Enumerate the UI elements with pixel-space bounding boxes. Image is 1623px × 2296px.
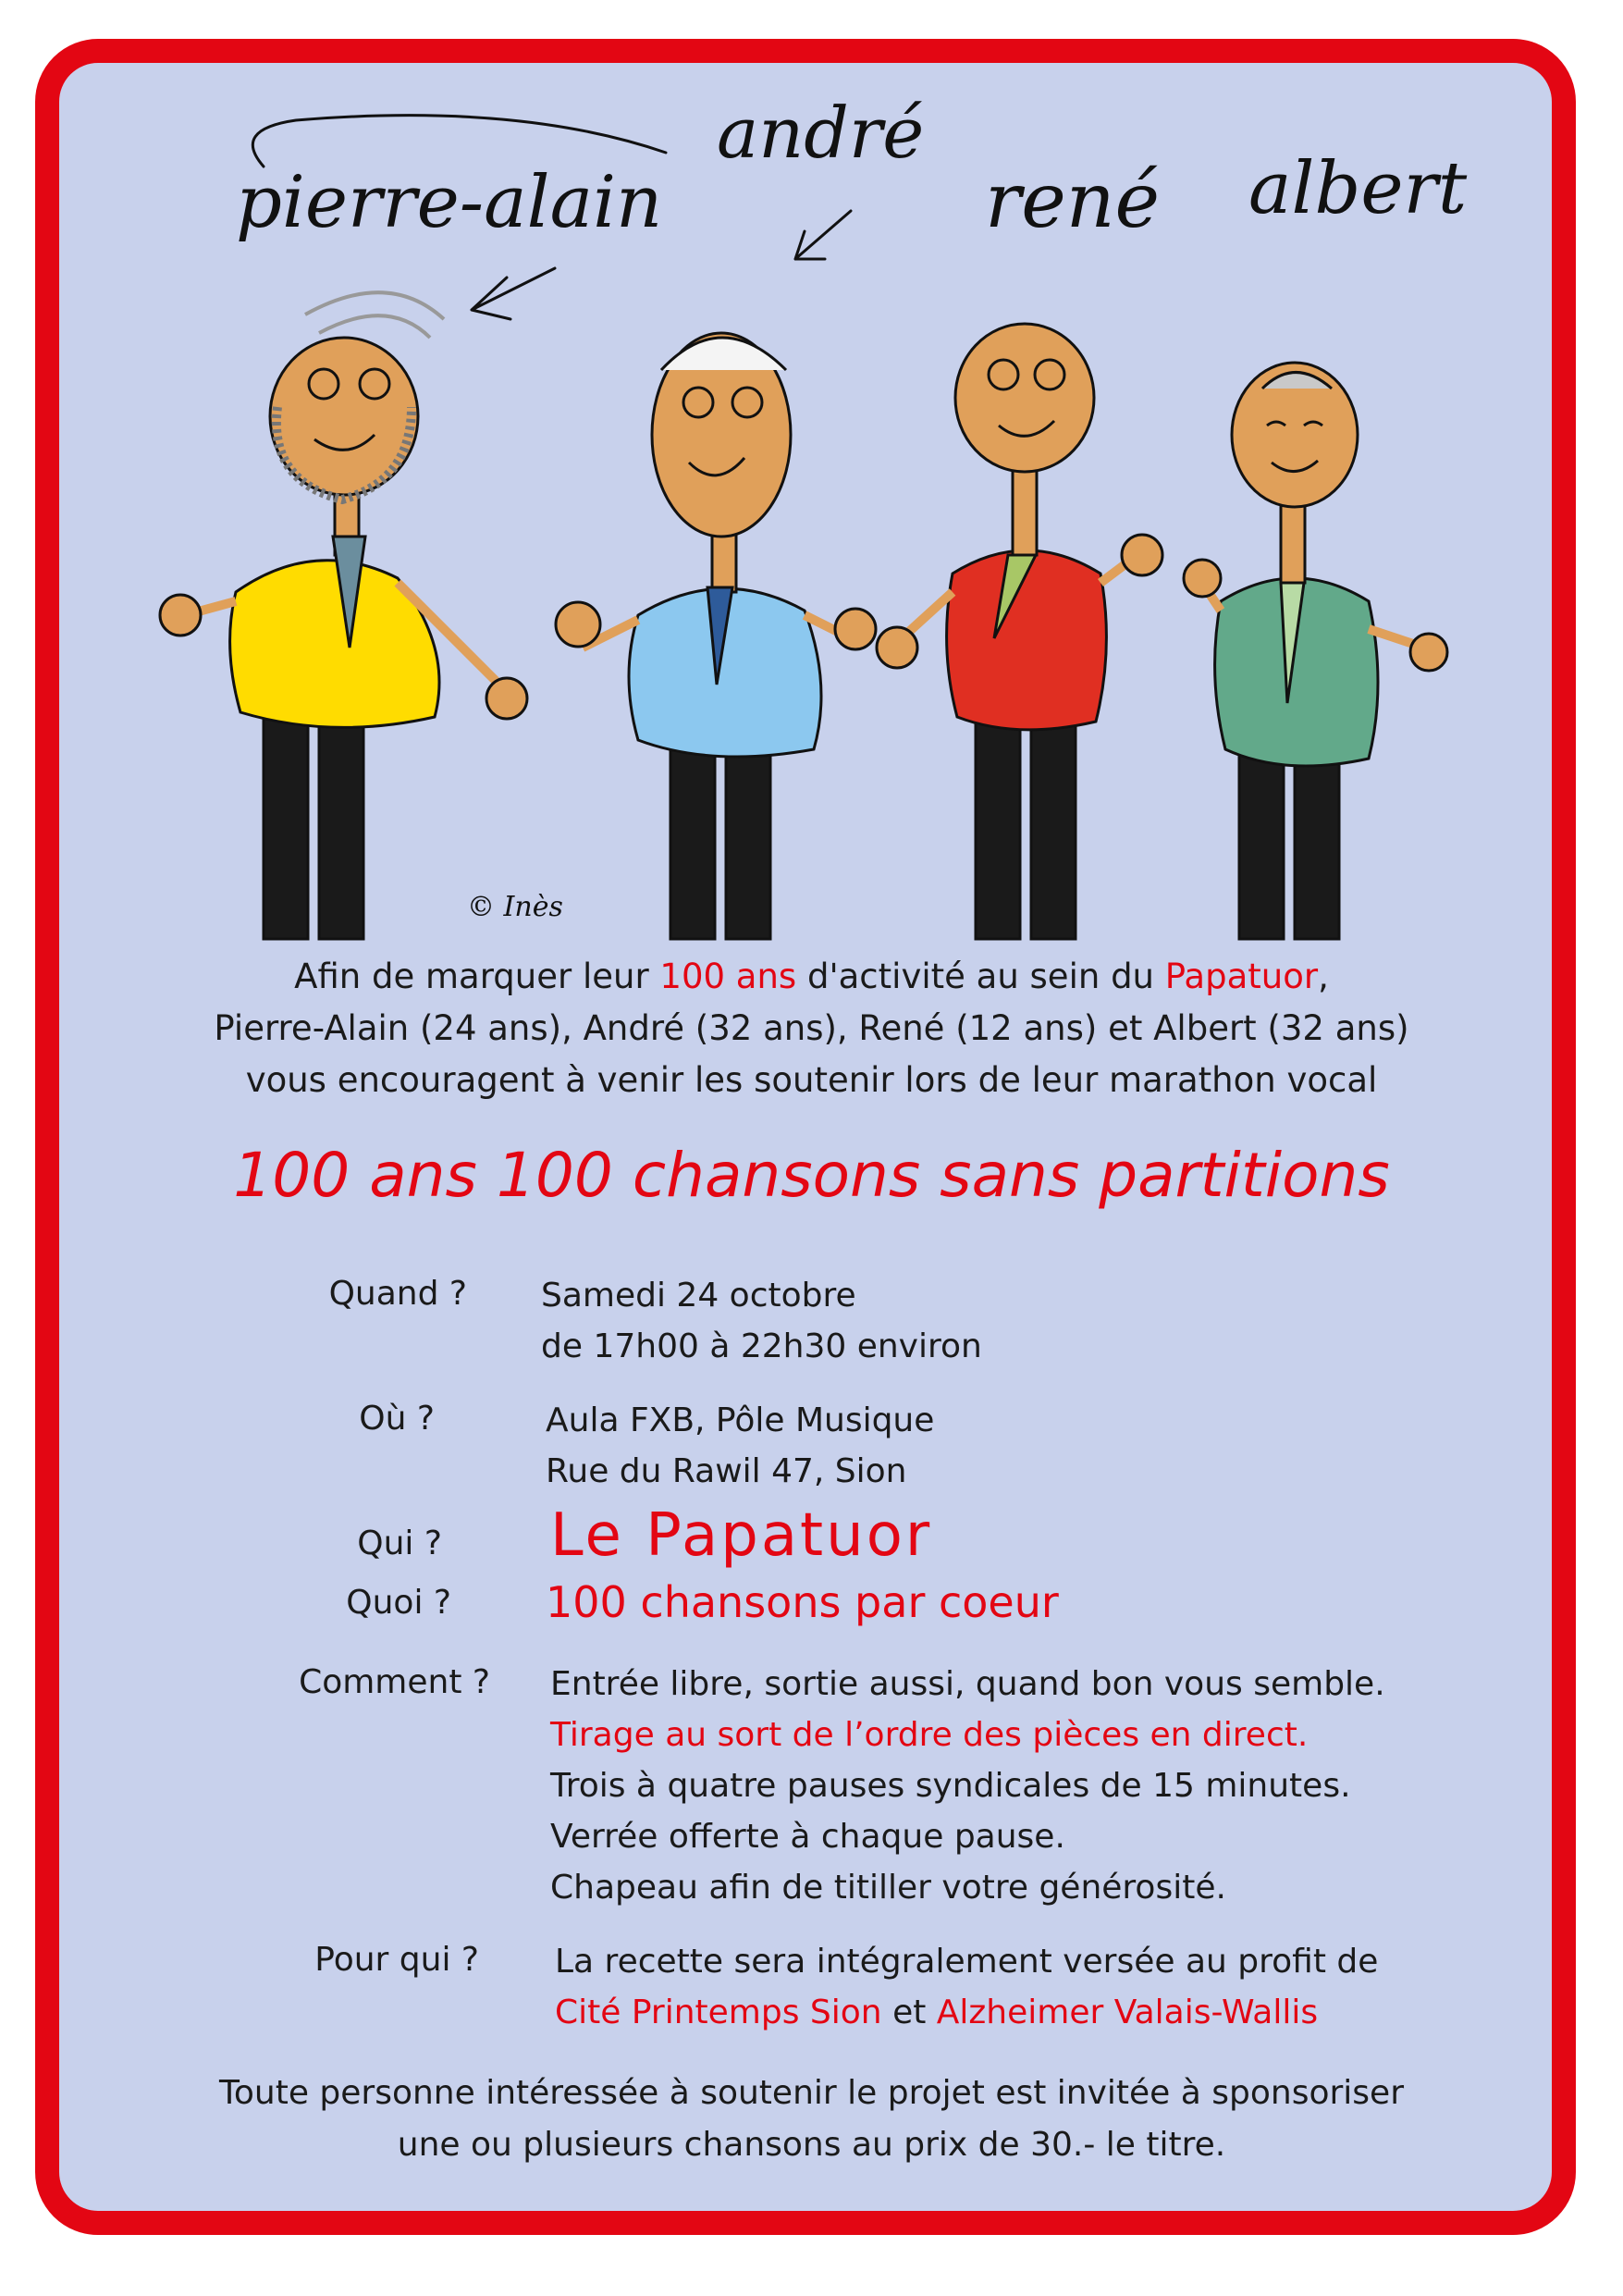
intro-text	[0, 951, 1623, 1106]
arrow-andre	[795, 211, 851, 259]
name-andre: andré	[717, 92, 925, 174]
name-rene: rené	[985, 157, 1161, 245]
value-qui: Le Papatuor	[550, 1501, 933, 1570]
figure-pierre-alain	[160, 292, 527, 939]
artist-signature: © Inès	[467, 891, 563, 923]
label-comment: Comment ?	[299, 1663, 490, 1701]
intro-line-2: Pierre-Alain (24 ans), André (32 ans), René (12 ans) et Albert (32 ans)	[214, 1008, 1409, 1048]
label-qui: Qui ?	[357, 1524, 442, 1562]
intro-line-3: vous encouragent à venir les soutenir lors de leur marathon vocal	[245, 1060, 1378, 1100]
figure-rene	[877, 324, 1162, 939]
sponsor-note: Toute personne intéressée à soutenir le projet est invitée à sponsoriser une ou plusieurs chansons au prix de 30.- le titre.	[218, 2074, 1405, 2164]
value-comment: Entrée libre, sortie aussi, quand bon vous semble. Tirage au sort de l’ordre des pièces en direct. Trois à quatre pauses syndicales de 15 minutes. Verrée offerte à chaque pause. Chapeau afin de titiller votre générosité.	[550, 1665, 1385, 1907]
figure-albert	[1184, 363, 1447, 939]
label-pour-qui: Pour qui ?	[314, 1941, 479, 1979]
label-quoi: Quoi ?	[346, 1584, 451, 1622]
name-albert: albert	[1248, 147, 1468, 230]
label-ou: Où ?	[359, 1400, 435, 1438]
figure-andre	[556, 333, 876, 939]
name-pierre-alain: pierre-alain	[236, 161, 663, 244]
value-pour-qui: La recette sera intégralement versée au profit de Cité Printemps Sion et Alzheimer Valais-Wallis	[555, 1943, 1379, 2031]
arrow-pierre-alain	[472, 268, 555, 319]
value-quand: Samedi 24 octobre de 17h00 à 22h30 environ	[541, 1277, 982, 1365]
label-quand: Quand ?	[328, 1275, 467, 1313]
papatuor-illustration	[0, 0, 1623, 953]
value-ou: Aula FXB, Pôle Musique Rue du Rawil 47, Sion	[546, 1401, 935, 1490]
intro-line-1: Afin de marquer leur 100 ans d'activité au sein du Papatuor,	[294, 957, 1329, 996]
event-headline: 100 ans 100 chansons sans partitions	[233, 1140, 1390, 1211]
value-quoi: 100 chansons par coeur	[546, 1577, 1059, 1627]
